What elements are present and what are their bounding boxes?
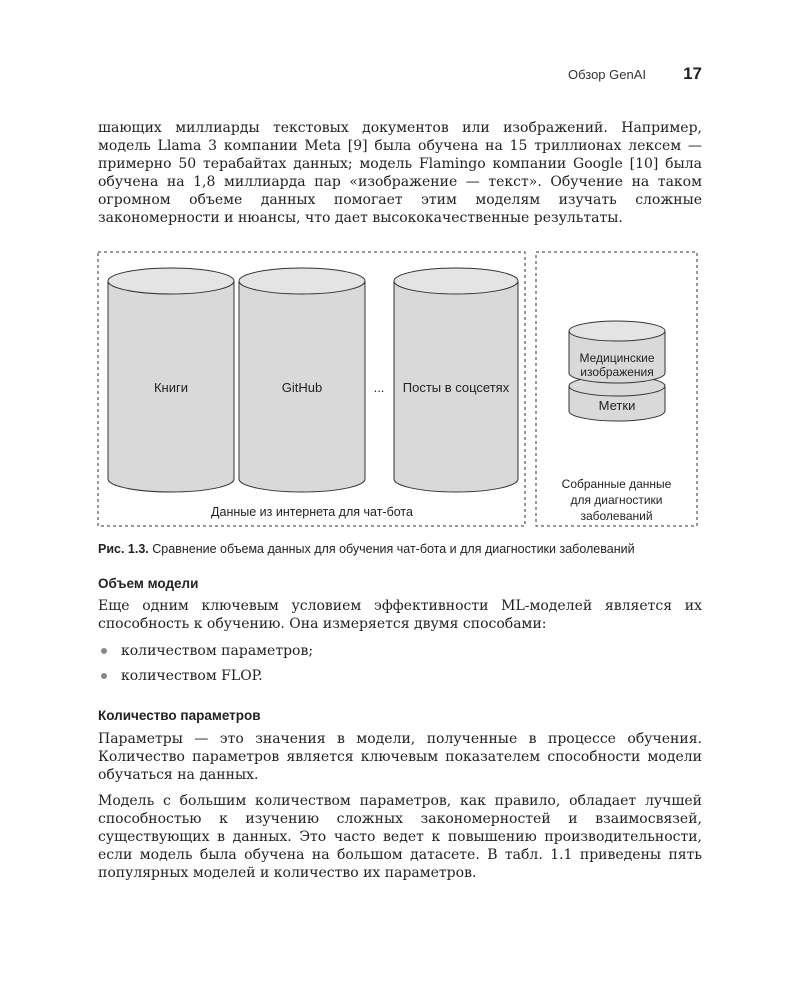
page-header [98,64,702,86]
section-heading-model-size: Объем модели [98,576,199,591]
group-label-line: Собранные данные [561,477,672,491]
parameters-paragraph-1 [98,730,702,784]
cylinder-label-labels: Метки [598,398,636,413]
intro-paragraph [98,119,702,227]
group-label-line: для диагностики [570,493,663,507]
model-size-paragraph [98,597,702,633]
list-item [98,642,702,667]
paragraph-text: Параметры — это значения в модели, полученные в процессе обучения. Количество параметров является ключевым показателем способности модели обучаться на данных. [98,731,702,783]
caption-label: Рис. 1.3. [98,542,149,556]
diagnostic-data-group-label [540,476,693,524]
figure-1-3 [97,251,700,528]
figure-caption [98,542,702,556]
paragraph-text: шающих миллиарды текстовых документов или изображений. Например, модель Llama 3 компании Meta [9] была обучена на 15 триллионах лексем — примерно 50 терабайтах данных; модель Flamingo компании Google [10] была обучена на 1,8 миллиарда пар «изображение — текст». Обучение на таком огромном объеме данных помогает этим моделям изучать сложные закономерности и нюансы, что дает высококачественные результаты. [98,120,702,226]
list-item [98,667,702,692]
bullet-list [98,642,702,692]
paragraph-text: Еще одним ключевым условием эффективности ML-моделей является их способность к обучению. Она измеряется двумя способами: [98,598,702,632]
list-item-text: количеством FLOP. [121,668,263,684]
cylinder-label-medical-images: Медицинские изображения [579,351,655,379]
section-heading-parameter-count: Количество параметров [98,708,261,723]
paragraph-text: Модель с большим количеством параметров, как правило, обладает лучшей способностью к изучению сложных закономерностей и взаимосвязей, существующих в данных. Это часто ведет к повышению производительности, если модель была обучена на большом датасете. В табл. 1.1 приведены пять популярных моделей и количество их параметров. [98,793,702,881]
cylinder-ellipsis: ... [373,380,385,395]
cylinder-label-social-posts: Посты в соцсетях [402,380,510,395]
page-number: 17 [683,64,702,83]
list-item-text: количеством параметров; [121,643,314,659]
caption-text: Сравнение объема данных для обучения чат-бота и для диагностики заболеваний [152,542,635,556]
cylinder-label-books: Книги [153,380,189,395]
bullet-dot-icon [101,673,107,679]
parameters-paragraph-2 [98,792,702,882]
internet-data-group-label: Данные из интернета для чат-бота [211,505,413,519]
group-label-line: заболеваний [580,509,653,523]
running-head-section: Обзор GenAI [567,67,646,82]
cylinder-label-github: GitHub [281,380,323,395]
bullet-dot-icon [101,648,107,654]
